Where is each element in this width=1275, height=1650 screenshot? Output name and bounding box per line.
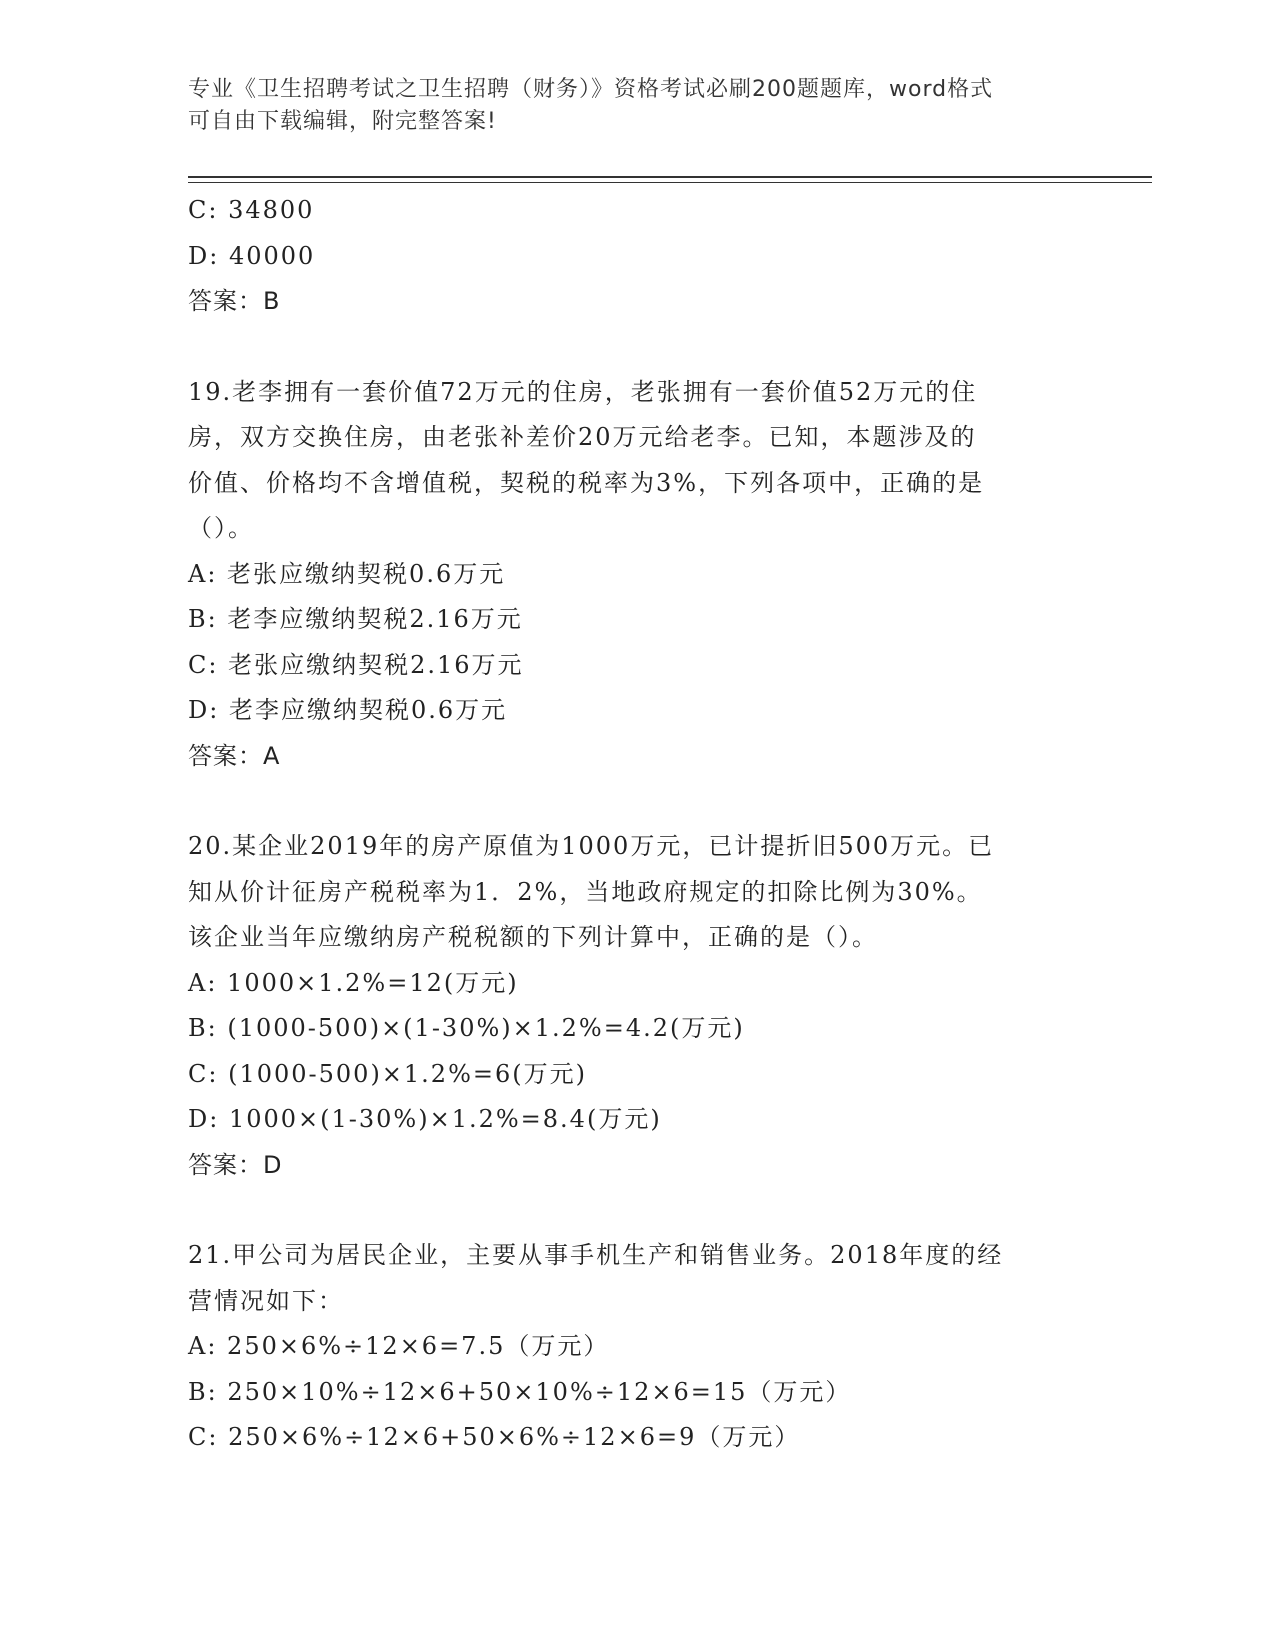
option-c: C: 老张应缴纳契税2.16万元 xyxy=(188,650,524,679)
question-text-line: 价值、价格均不含增值税，契税的税率为3%，下列各项中，正确的是 xyxy=(188,468,985,497)
question-text-line: 21.甲公司为居民企业，主要从事手机生产和销售业务。2018年度的经 xyxy=(188,1241,1004,1269)
option-b: B: (1000-500)×(1-30%)×1.2%=4.2(万元) xyxy=(188,1014,745,1042)
question-text-line: 房，双方交换住房，由老张补差价20万元给老李。已知，本题涉及的 xyxy=(188,423,977,451)
question-18-tail xyxy=(188,188,1088,325)
option-b: B: 250×10%÷12×6+50×10%÷12×6=15（万元） xyxy=(188,1377,852,1406)
question-list xyxy=(188,188,1088,1461)
header-title-line-1: 专业《卫生招聘考试之卫生招聘（财务）》资格考试必刷200题题库，word格式 xyxy=(188,77,994,102)
option-d: D: 老李应缴纳契税0.6万元 xyxy=(188,696,508,724)
option-d: D: 1000×(1-30%)×1.2%=8.4(万元) xyxy=(188,1105,662,1133)
option-b: B: 老李应缴纳契税2.16万元 xyxy=(188,605,523,633)
question-21 xyxy=(188,1233,1088,1461)
question-text-line: 知从价计征房产税税率为1．2%，当地政府规定的扣除比例为30%。 xyxy=(188,877,983,906)
question-text-line: 营情况如下： xyxy=(188,1286,344,1315)
question-19 xyxy=(188,370,1088,780)
header-title-line-2: 可自由下载编辑，附完整答案! xyxy=(188,109,497,134)
option-c: C: (1000-500)×1.2%=6(万元) xyxy=(188,1059,587,1088)
option-c: C: 34800 xyxy=(188,196,315,224)
option-a: A: 250×6%÷12×6=7.5（万元） xyxy=(188,1332,610,1360)
question-20 xyxy=(188,824,1088,1188)
option-a: A: 老张应缴纳契税0.6万元 xyxy=(188,559,506,588)
option-a: A: 1000×1.2%=12(万元) xyxy=(188,968,519,997)
question-text-line: 19.老李拥有一套价值72万元的住房，老张拥有一套价值52万元的住 xyxy=(188,377,978,406)
question-text-line: 该企业当年应缴纳房产税税额的下列计算中，正确的是（）。 xyxy=(188,923,878,951)
document-header xyxy=(188,74,1068,138)
answer-line: 答案：A xyxy=(188,741,281,770)
option-d: D: 40000 xyxy=(188,241,316,270)
answer-line: 答案：D xyxy=(188,1150,283,1179)
header-divider-thin xyxy=(188,182,1152,183)
question-text-line: （）。 xyxy=(188,514,254,542)
answer-line: 答案：B xyxy=(188,287,281,315)
question-text-line: 20.某企业2019年的房产原值为1000万元，已计提折旧500万元。已 xyxy=(188,832,995,860)
header-divider-thick xyxy=(188,176,1152,178)
option-c: C: 250×6%÷12×6+50×6%÷12×6=9（万元） xyxy=(188,1423,801,1451)
